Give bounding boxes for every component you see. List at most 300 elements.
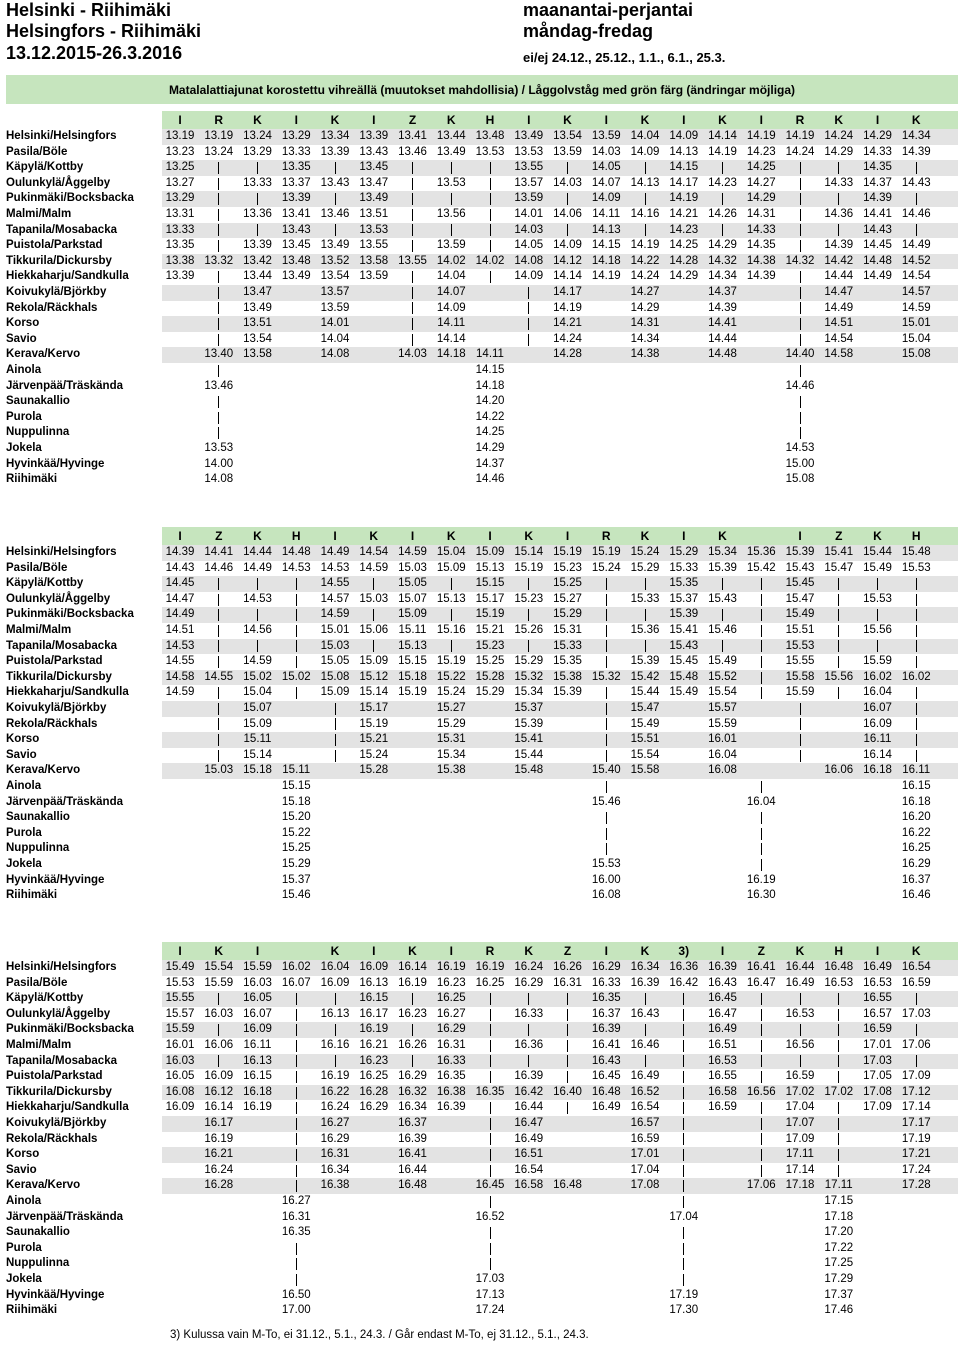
pass-through-mark: [645, 609, 646, 621]
station-name: Savio: [6, 1163, 37, 1176]
departure-time: 16.21: [204, 1148, 234, 1161]
departure-time: 16.37: [901, 873, 931, 886]
station-name: Malmi/Malm: [6, 1039, 72, 1051]
station-name: Oulunkylä/Åggelby: [6, 592, 111, 605]
pass-through-mark: [567, 1009, 568, 1021]
pass-through-mark: [800, 718, 801, 730]
train-type-label: K: [640, 944, 650, 958]
departure-time: 13.49: [436, 145, 466, 158]
departure-time: 13.54: [553, 130, 582, 142]
station-name: Nuppulinna: [6, 426, 70, 439]
departure-time: 16.25: [359, 1070, 389, 1083]
departure-time: 15.15: [475, 577, 505, 590]
departure-time: 14.04: [436, 270, 466, 283]
departure-time: 13.35: [281, 161, 311, 174]
pass-through-mark: [800, 750, 801, 762]
train-type-label: I: [410, 529, 415, 543]
departure-time: 15.51: [630, 733, 660, 746]
departure-time: 16.02: [901, 670, 931, 683]
departure-time: 16.57: [630, 1117, 660, 1129]
station-name: Jokela: [6, 1273, 42, 1285]
departure-time: 16.05: [165, 1070, 195, 1083]
departure-time: 14.57: [320, 592, 350, 605]
pass-through-mark: [606, 625, 607, 637]
departure-time: 15.44: [630, 686, 660, 699]
departure-time: 15.47: [630, 702, 660, 714]
departure-time: 16.13: [320, 1007, 350, 1020]
station-name: Korso: [6, 317, 40, 330]
departure-time: 16.40: [553, 1085, 582, 1098]
departure-time: 14.53: [243, 592, 272, 605]
pass-through-mark: [490, 224, 491, 236]
departure-time: 14.56: [243, 624, 272, 636]
pass-through-mark: [761, 640, 762, 652]
departure-time: 14.20: [475, 395, 505, 408]
pass-through-mark: [218, 625, 219, 637]
pass-through-mark: [606, 609, 607, 621]
pass-through-mark: [838, 993, 839, 1005]
departure-time: 15.49: [863, 561, 892, 574]
station-name: Tapanila/Mosabacka: [6, 639, 117, 652]
departure-time: 14.59: [359, 561, 389, 574]
departure-time: 14.36: [824, 208, 854, 220]
pass-through-mark: [761, 993, 762, 1005]
pass-through-mark: [800, 178, 801, 190]
pass-through-mark: [296, 625, 297, 637]
departure-time: 14.19: [708, 145, 737, 158]
departure-time: 14.43: [901, 176, 931, 189]
departure-time: 14.19: [785, 130, 815, 142]
departure-time: 15.22: [281, 826, 311, 839]
departure-time: 13.39: [320, 145, 350, 158]
pass-through-mark: [877, 578, 878, 590]
departure-time: 15.31: [553, 624, 582, 636]
departure-time: 14.12: [553, 254, 582, 267]
departure-time: 14.38: [630, 348, 660, 361]
pass-through-mark: [218, 334, 219, 346]
departure-time: 14.55: [204, 670, 234, 683]
departure-time: 14.29: [475, 442, 505, 454]
station-name: Oulunkylä/Åggelby: [6, 1007, 111, 1020]
pass-through-mark: [916, 1055, 917, 1067]
pass-through-mark: [645, 193, 646, 205]
departure-time: 13.25: [165, 161, 195, 174]
departure-time: 17.14: [785, 1163, 815, 1176]
departure-time: 14.59: [243, 655, 272, 668]
pass-through-mark: [490, 240, 491, 252]
pass-through-mark: [683, 1009, 684, 1021]
pass-through-mark: [606, 578, 607, 590]
station-name: Jokela: [6, 858, 42, 870]
departure-time: 14.54: [359, 546, 389, 558]
station-name: Hiekkaharju/Sandkulla: [6, 1101, 129, 1114]
departure-time: 15.22: [436, 670, 466, 683]
departure-time: 16.31: [320, 1148, 350, 1161]
departure-time: 16.23: [359, 1054, 389, 1067]
departure-time: 14.49: [863, 270, 892, 283]
departure-time: 14.34: [901, 130, 931, 142]
departure-time: 16.19: [436, 961, 466, 973]
departure-time: 13.24: [204, 145, 234, 158]
pass-through-mark: [645, 162, 646, 174]
pass-through-mark: [606, 687, 607, 699]
pass-through-mark: [916, 594, 917, 606]
departure-time: 13.33: [281, 145, 311, 158]
departure-time: 17.46: [824, 1304, 854, 1317]
departure-time: 13.39: [243, 239, 272, 252]
pass-through-mark: [528, 578, 529, 590]
departure-time: 15.25: [475, 655, 505, 668]
departure-time: 15.43: [785, 561, 815, 574]
pass-through-mark: [722, 609, 723, 621]
pass-through-mark: [722, 162, 723, 174]
departure-time: 13.38: [165, 254, 195, 267]
departure-time: 14.49: [320, 546, 350, 558]
pass-through-mark: [761, 656, 762, 668]
departure-time: 16.46: [901, 889, 931, 902]
pass-through-mark: [683, 1180, 684, 1192]
departure-time: 14.08: [320, 348, 350, 361]
station-name: Puistola/Parkstad: [6, 1070, 103, 1083]
station-name: Tapanila/Mosabacka: [6, 1054, 117, 1067]
departure-time: 16.29: [514, 976, 544, 989]
departure-time: 14.29: [708, 239, 737, 252]
departure-time: 14.49: [165, 608, 195, 621]
pass-through-mark: [761, 1165, 762, 1177]
pass-through-mark: [645, 1055, 646, 1067]
pass-through-mark: [335, 993, 336, 1005]
departure-time: 16.29: [359, 1101, 389, 1114]
departure-time: 16.39: [398, 1132, 427, 1145]
station-name: Kerava/Kervo: [6, 1179, 81, 1192]
departure-time: 15.57: [165, 1007, 195, 1020]
departure-time: 15.47: [785, 592, 815, 605]
pass-through-mark: [916, 578, 917, 590]
departure-time: 16.11: [863, 733, 892, 746]
departure-time: 16.29: [901, 858, 931, 870]
departure-time: 13.41: [281, 208, 311, 220]
departure-time: 15.11: [243, 733, 272, 746]
pass-through-mark: [257, 609, 258, 621]
departure-time: 14.13: [669, 145, 699, 158]
pass-through-mark: [218, 703, 219, 715]
departure-time: 14.42: [824, 254, 854, 267]
departure-time: 15.28: [359, 764, 389, 777]
pass-through-mark: [218, 287, 219, 299]
departure-time: 16.38: [436, 1085, 466, 1098]
departure-time: 13.48: [281, 254, 311, 267]
departure-time: 14.03: [591, 145, 621, 158]
departure-time: 16.36: [669, 961, 699, 973]
train-type-label: R: [795, 113, 805, 127]
departure-time: 14.24: [785, 145, 815, 158]
departure-time: 14.08: [204, 473, 234, 486]
departure-time: 16.49: [591, 1101, 621, 1114]
station-name: Jokela: [6, 442, 42, 454]
departure-time: 16.35: [436, 1070, 466, 1083]
departure-time: 15.03: [359, 592, 389, 605]
departure-time: 14.13: [591, 223, 621, 236]
train-type-label: I: [333, 529, 337, 543]
departure-time: 15.12: [359, 670, 389, 683]
departure-time: 16.31: [553, 976, 582, 989]
pass-through-mark: [528, 640, 529, 652]
departure-time: 16.32: [398, 1085, 427, 1098]
departure-time: 16.24: [204, 1163, 234, 1176]
departure-time: 15.54: [204, 961, 234, 973]
station-name: Järvenpää/Träskända: [6, 795, 123, 808]
departure-time: 17.37: [824, 1288, 854, 1301]
departure-time: 14.58: [824, 348, 854, 361]
train-type-label: K: [446, 113, 456, 127]
station-name: Pukinmäki/Bocksbacka: [6, 1023, 134, 1036]
pass-through-mark: [838, 1009, 839, 1021]
pass-through-mark: [218, 594, 219, 606]
pass-through-mark: [800, 287, 801, 299]
departure-time: 15.53: [165, 976, 195, 989]
station-name: Hyvinkää/Hyvinge: [6, 457, 105, 470]
departure-time: 14.37: [475, 457, 505, 470]
departure-time: 14.52: [901, 254, 931, 267]
pass-through-mark: [218, 271, 219, 283]
departure-time: 15.23: [553, 561, 582, 574]
pass-through-mark: [490, 1149, 491, 1161]
departure-time: 14.03: [514, 223, 544, 236]
departure-time: 16.50: [281, 1288, 311, 1301]
departure-time: 13.40: [204, 348, 234, 361]
departure-time: 14.22: [475, 410, 505, 423]
train-type-label: I: [449, 944, 453, 958]
pass-through-mark: [567, 993, 568, 1005]
departure-time: 15.39: [785, 546, 815, 558]
station-name: Rekola/Räckhals: [6, 301, 98, 314]
departure-time: 13.42: [243, 254, 272, 267]
pass-through-mark: [412, 1024, 413, 1036]
station-name: Järvenpää/Träskända: [6, 379, 123, 392]
pass-through-mark: [451, 193, 452, 205]
train-type-label: K: [408, 944, 417, 958]
pass-through-mark: [761, 578, 762, 590]
departure-time: 14.15: [669, 161, 699, 174]
pass-through-mark: [761, 1149, 762, 1161]
departure-time: 16.04: [708, 748, 737, 761]
departure-time: 14.45: [863, 239, 892, 252]
pass-through-mark: [761, 1133, 762, 1145]
departure-time: 16.23: [436, 976, 466, 989]
departure-time: 16.58: [514, 1179, 544, 1192]
pass-through-mark: [916, 162, 917, 174]
departure-time: 16.43: [630, 1007, 660, 1020]
departure-time: 13.32: [204, 254, 234, 267]
pass-through-mark: [916, 718, 917, 730]
departure-time: 14.29: [669, 270, 699, 283]
pass-through-mark: [296, 1071, 297, 1083]
train-type-label: K: [253, 113, 262, 127]
departure-time: 14.32: [785, 254, 815, 267]
departure-time: 13.19: [165, 130, 195, 142]
pass-through-mark: [490, 1102, 491, 1114]
departure-time: 16.44: [514, 1101, 544, 1114]
pass-through-mark: [296, 656, 297, 668]
pass-through-mark: [916, 656, 917, 668]
pass-through-mark: [567, 1102, 568, 1114]
departure-time: 15.29: [553, 608, 582, 621]
departure-time: 15.19: [359, 717, 389, 730]
departure-time: 16.09: [863, 717, 892, 730]
departure-time: 16.18: [863, 764, 892, 777]
departure-time: 13.23: [165, 145, 195, 158]
pass-through-mark: [683, 1071, 684, 1083]
departure-time: 14.34: [630, 332, 660, 345]
pass-through-mark: [412, 287, 413, 299]
pass-through-mark: [296, 594, 297, 606]
departure-time: 13.29: [165, 192, 195, 205]
departure-time: 14.23: [669, 223, 699, 236]
departure-time: 15.08: [785, 473, 815, 486]
pass-through-mark: [412, 209, 413, 221]
pass-through-mark: [567, 1040, 568, 1052]
pass-through-mark: [490, 993, 491, 1005]
departure-time: 17.08: [630, 1179, 660, 1192]
pass-through-mark: [800, 224, 801, 236]
pass-through-mark: [490, 193, 491, 205]
station-name: Hiekkaharju/Sandkulla: [6, 270, 129, 283]
departure-time: 16.06: [824, 764, 854, 777]
departure-time: 15.53: [785, 639, 815, 652]
pass-through-mark: [800, 703, 801, 715]
departure-time: 15.39: [553, 686, 582, 699]
departure-time: 15.39: [669, 608, 699, 621]
departure-time: 14.43: [863, 223, 892, 236]
departure-time: 16.07: [863, 702, 892, 714]
departure-time: 14.44: [708, 332, 737, 345]
station-name: Helsinki/Helsingfors: [6, 961, 117, 973]
pass-through-mark: [877, 640, 878, 652]
departure-time: 15.49: [165, 961, 195, 973]
departure-time: 15.19: [475, 608, 505, 621]
train-type-label: I: [527, 113, 531, 127]
departure-time: 15.18: [243, 764, 272, 777]
departure-time: 15.06: [359, 624, 389, 636]
pass-through-mark: [528, 318, 529, 330]
station-name: Tapanila/Mosabacka: [6, 223, 117, 236]
pass-through-mark: [412, 162, 413, 174]
departure-time: 15.44: [863, 546, 892, 558]
departure-time: 13.49: [359, 192, 389, 205]
train-type-label: I: [178, 113, 182, 127]
row-shading: [162, 732, 958, 748]
pass-through-mark: [761, 1009, 762, 1021]
train-type-label: K: [524, 529, 534, 543]
train-type-label: K: [446, 529, 456, 543]
departure-time: 17.03: [475, 1273, 505, 1285]
departure-time: 15.47: [824, 561, 854, 574]
departure-time: 16.53: [824, 976, 854, 989]
departure-time: 16.04: [746, 795, 776, 808]
departure-time: 15.38: [436, 764, 466, 777]
departure-time: 15.57: [708, 702, 737, 714]
pass-through-mark: [257, 162, 258, 174]
pass-through-mark: [722, 224, 723, 236]
pass-through-mark: [800, 271, 801, 283]
departure-time: 16.29: [398, 1070, 427, 1083]
departure-time: 15.33: [669, 561, 699, 574]
pass-through-mark: [528, 1024, 529, 1036]
departure-time: 14.59: [320, 608, 350, 621]
pass-through-mark: [218, 396, 219, 408]
pass-through-mark: [722, 193, 723, 205]
pass-through-mark: [800, 396, 801, 408]
train-type-label: I: [759, 113, 763, 127]
departure-time: 14.25: [746, 161, 776, 174]
departure-time: 15.09: [359, 655, 389, 668]
departure-time: 15.09: [398, 608, 427, 621]
pass-through-mark: [490, 209, 491, 221]
departure-time: 14.04: [320, 332, 350, 345]
departure-time: 13.47: [243, 286, 272, 298]
departure-time: 15.15: [281, 780, 311, 792]
departure-time: 13.59: [320, 301, 350, 314]
train-type-label: K: [640, 529, 650, 543]
departure-time: 17.09: [901, 1070, 931, 1083]
departure-time: 14.27: [630, 286, 660, 298]
train-type-label: K: [834, 113, 844, 127]
departure-time: 14.09: [630, 145, 660, 158]
departure-time: 16.19: [475, 961, 505, 973]
departure-time: 16.25: [436, 992, 466, 1005]
departure-time: 16.05: [243, 992, 272, 1005]
departure-time: 16.29: [591, 961, 621, 973]
departure-time: 16.59: [630, 1132, 660, 1145]
departure-time: 14.44: [243, 546, 272, 558]
train-type-label: I: [255, 944, 260, 958]
departure-time: 16.51: [514, 1148, 544, 1161]
departure-time: 13.59: [514, 192, 544, 205]
departure-time: 15.09: [320, 686, 350, 699]
departure-time: 15.29: [514, 655, 544, 668]
departure-time: 13.47: [359, 176, 389, 189]
departure-time: 14.49: [243, 561, 272, 574]
pass-through-mark: [490, 178, 491, 190]
departure-time: 16.54: [514, 1163, 544, 1176]
station-name: Purola: [6, 1241, 42, 1254]
departure-time: 13.58: [359, 254, 389, 267]
train-type-label: I: [682, 113, 686, 127]
departure-time: 16.44: [785, 961, 815, 973]
pass-through-mark: [451, 162, 452, 174]
departure-time: 17.01: [863, 1039, 892, 1051]
departure-time: 14.06: [553, 208, 582, 220]
pass-through-mark: [218, 240, 219, 252]
pass-through-mark: [412, 178, 413, 190]
departure-time: 16.01: [165, 1039, 195, 1051]
departure-time: 16.39: [630, 976, 660, 989]
departure-time: 15.55: [785, 655, 815, 668]
pass-through-mark: [218, 427, 219, 439]
pass-through-mark: [373, 609, 374, 621]
departure-time: 16.43: [591, 1054, 621, 1067]
departure-time: 13.49: [320, 239, 350, 252]
departure-time: 16.07: [243, 1007, 272, 1020]
pass-through-mark: [683, 1102, 684, 1114]
departure-time: 15.25: [553, 577, 582, 590]
departure-time: 15.18: [398, 670, 427, 683]
pass-through-mark: [800, 318, 801, 330]
pass-through-mark: [722, 640, 723, 652]
train-type-label: Z: [563, 944, 572, 958]
train-type-label: 3): [678, 944, 690, 958]
train-type-label: K: [330, 113, 340, 127]
